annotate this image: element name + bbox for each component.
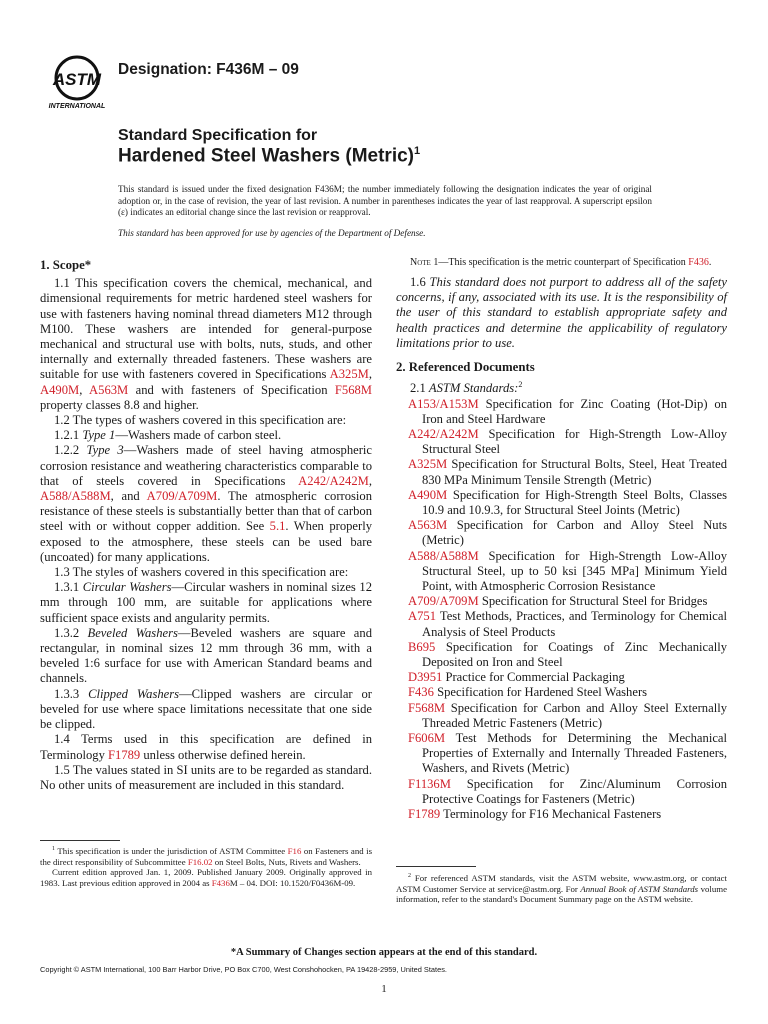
para-1-2-2: 1.2.2 Type 3—Washers made of steel having atmospheric corrosion resistance and weathering characteristics comparable to that of steels covered in Specifications A242/A242M, A588/A588M, and A709/A709M. The atmospheric corrosion resistance of these steels is substantially better than that of carbon steel with or without copper addition. See 5.1. When properly exposed to the atmosphere, these steels can be used bare (uncoated) for many applications. (40, 443, 372, 564)
reference-item (408, 488, 727, 518)
astm-logo (42, 54, 112, 110)
reference-title: Practice for Commercial Packaging (445, 670, 625, 685)
link-f568m[interactable]: F568M (334, 382, 372, 397)
reference-code-link[interactable]: A490M (408, 487, 448, 502)
summary-note: *A Summary of Changes section appears at the end of this standard. (230, 947, 538, 958)
reference-title: Specification for High-Strength Low-Alloy Structural Steel (422, 427, 727, 457)
logo-text: ASTM (52, 70, 102, 89)
reference-title: Test Methods, Practices, and Terminology for Chemical Analysis of Steel Products (422, 609, 727, 639)
designation: Designation: F436M – 09 (118, 61, 299, 78)
reference-code-link[interactable]: F436 (408, 685, 434, 700)
link-f16-02[interactable]: F16.02 (187, 856, 213, 867)
left-column (40, 258, 372, 793)
astm-logo-mark (42, 54, 112, 110)
footnote-rule-2 (396, 866, 476, 867)
reference-item (408, 685, 727, 700)
reference-code-link[interactable]: A588/A588M (408, 548, 479, 563)
para-1-2: 1.2 The types of washers covered in this specification are: (54, 413, 347, 428)
link-a325m[interactable]: A325M (329, 367, 369, 382)
reference-item (408, 777, 727, 807)
reference-code-link[interactable]: A153/A153M (408, 396, 479, 411)
link-f1789[interactable]: F1789 (108, 747, 141, 762)
reference-title: Specification for Carbon and Alloy Steel Nuts (Metric) (422, 518, 727, 548)
reference-code-link[interactable]: B695 (408, 639, 436, 654)
para-1-3-1: 1.3.1 Circular Washers—Circular washers in nominal sizes 12 mm through 100 mm, are suitable for applications where sufficient space exists and angularity permits. (40, 580, 373, 625)
reference-code-link[interactable]: A563M (408, 518, 448, 533)
link-section-5-1[interactable]: 5.1 (269, 519, 286, 534)
reference-item (408, 457, 727, 487)
link-f16[interactable]: F16 (287, 845, 302, 856)
link-a709[interactable]: A709/A709M (146, 489, 218, 504)
title-footnote-mark: 1 (414, 145, 421, 157)
footnote-1: $^1$ This specification is under the jurisdiction of ASTM Committee F16 on Fasteners and is the direct responsibility of Subcommittee F16.02 on Steel Bolts, Nuts, Rivets and Washers. Current edition approved Jan. 1, 2009. Published January 2009. Originally approved in 1983. Last previous edition approved in 2004 as F436M – 04. DOI: 10.1520/F0436M-09. (40, 840, 372, 888)
reference-code-link[interactable]: A751 (408, 609, 436, 624)
reference-code-link[interactable]: A242/A242M (408, 427, 479, 442)
reference-item (408, 640, 727, 670)
reference-item (408, 518, 727, 548)
logo-subtext: INTERNATIONAL (48, 103, 106, 110)
page-number: 1 (381, 983, 387, 995)
page-title (118, 145, 420, 167)
reference-code-link[interactable]: A709/A709M (408, 594, 479, 609)
reference-title: Terminology for F16 Mechanical Fasteners (443, 807, 662, 822)
para-1-5: 1.5 The values stated in SI units are to be regarded as standard. No other units of measurement are included in this standard. (40, 762, 372, 792)
reference-item (408, 807, 727, 822)
note-1: Note 1—This specification is the metric counterpart of Specification F436. (410, 257, 712, 268)
reference-title: Specification for Structural Bolts, Steel, Heat Treated 830 MPa Minimum Tensile Strength (Metric) (422, 457, 727, 487)
reference-code-link[interactable]: F1789 (408, 807, 441, 822)
reference-title: Specification for Zinc Coating (Hot-Dip) on Iron and Steel Hardware (422, 396, 727, 426)
reference-title: Specification for Hardened Steel Washers (437, 685, 648, 700)
para-2-1: 2.1 ASTM Standards:$^2$ (410, 380, 523, 396)
reference-item (408, 549, 727, 595)
referenced-documents-heading: 2. Referenced Documents (396, 360, 535, 375)
footnote-rule (40, 840, 120, 841)
title-line2: Hardened Steel Washers (Metric) (118, 145, 414, 167)
reference-item (408, 594, 727, 609)
link-a242[interactable]: A242/A242M (298, 473, 369, 488)
reference-title: Specification for Structural Steel for Bridges (481, 594, 708, 609)
title-line1: Standard Specification for (118, 127, 318, 144)
reference-item (408, 701, 727, 731)
reference-code-link[interactable]: F1136M (408, 776, 451, 791)
reference-title: Specification for High-Strength Low-Alloy Structural Steel, up to 50 ksi [345 MPa] Minimum Yield Point, with Atmospheric Corrosion Resistance (422, 548, 727, 594)
para-1-1: 1.1 This specification covers the chemical, mechanical, and dimensional requirements for metric hardened steel washers for use with fasteners having nominal thread diameters M12 through M100. These washers are intended for general-purpose mechanical and structural use with bolts, nuts, studs, and other internally and externally threaded fasteners. These washers are suitable for use with fasteners covered in Specifications A325M, A490M, A563M and with fasteners of Specification F568M property classes 8.8 and higher. (40, 276, 372, 412)
para-1-3: 1.3 The styles of washers covered in this specification are: (54, 565, 349, 580)
para-1-4: 1.4 Terms used in this specification are defined in Terminology F1789 unless otherwise defined herein. (40, 732, 372, 762)
reference-list (396, 397, 727, 823)
link-f436-note[interactable]: F436 (688, 257, 709, 268)
para-1-2-1: 1.2.1 Type 1—Washers made of carbon steel. (54, 428, 282, 443)
para-1-3-3: 1.3.3 Clipped Washers—Clipped washers are circular or beveled for use where space limitations necessitate that one side be clipped. (40, 686, 372, 732)
reference-code-link[interactable]: F568M (408, 700, 446, 715)
reference-item (408, 670, 727, 685)
reference-item (408, 397, 727, 427)
link-a490m[interactable]: A490M (40, 382, 80, 397)
reference-code-link[interactable]: F606M (408, 731, 446, 746)
reference-code-link[interactable]: A325M (408, 457, 448, 472)
reference-title: Specification for Zinc/Aluminum Corrosion Protective Coatings for Fasteners (Metric) (422, 776, 727, 806)
reference-item (408, 427, 727, 457)
reference-code-link[interactable]: D3951 (408, 670, 443, 685)
reference-item (408, 609, 727, 639)
issuance-notice: This standard is issued under the fixed designation F436M; the number immediately following the designation indicates the year of original adoption or, in the case of revision, the year of last revision. A number in parentheses indicates the year of last reapproval. A superscript epsilon (ε) indicates an editorial change since the last revision or reapproval. (118, 184, 652, 218)
link-a588[interactable]: A588/A588M (40, 489, 111, 504)
copyright: Copyright © ASTM International, 100 Barr Harbor Drive, PO Box C700, West Conshohocken, PA 19428-2959, United States. (40, 965, 447, 974)
link-a563m[interactable]: A563M (89, 382, 129, 397)
link-f436-prev[interactable]: F436 (211, 877, 230, 888)
scope-heading: 1. Scope* (40, 258, 92, 272)
para-1-6: 1.6 This standard does not purport to address all of the safety concerns, if any, associated with its use. It is the responsibility of the user of this standard to establish appropriate safety and health practices and determine the applicability of regulatory limitations prior to use. (396, 275, 727, 350)
right-column (396, 257, 727, 822)
reference-title: Test Methods for Determining the Mechanical Properties of Externally and Internally Threaded Fasteners, Washers, and Rivets (Metric) (422, 731, 727, 776)
para-1-3-2: 1.3.2 Beveled Washers—Beveled washers are square and rectangular, in nominal sizes 12 mm through 36 mm, with a beveled 1:6 surface for use with American Standard beams and channels. (40, 625, 372, 686)
footnote-2: $^2$ For referenced ASTM standards, visit the ASTM website, www.astm.org, or contact ASTM Customer Service at service@astm.org. For Annual Book of ASTM Standards volume information, refer to the standard's Document Summary page on the ASTM website. (396, 866, 727, 905)
reference-title: Specification for Carbon and Alloy Steel Externally Threaded Metric Fasteners (Metric) (422, 700, 727, 730)
reference-item (408, 731, 727, 777)
reference-title: Specification for High-Strength Steel Bolts, Classes 10.9 and 10.9.3, for Structural Steel Joints (Metric) (422, 487, 727, 518)
reference-title: Specification for Coatings of Zinc Mechanically Deposited on Iron and Steel (422, 639, 727, 670)
dod-approval: This standard has been approved for use by agencies of the Department of Defense. (118, 228, 426, 238)
